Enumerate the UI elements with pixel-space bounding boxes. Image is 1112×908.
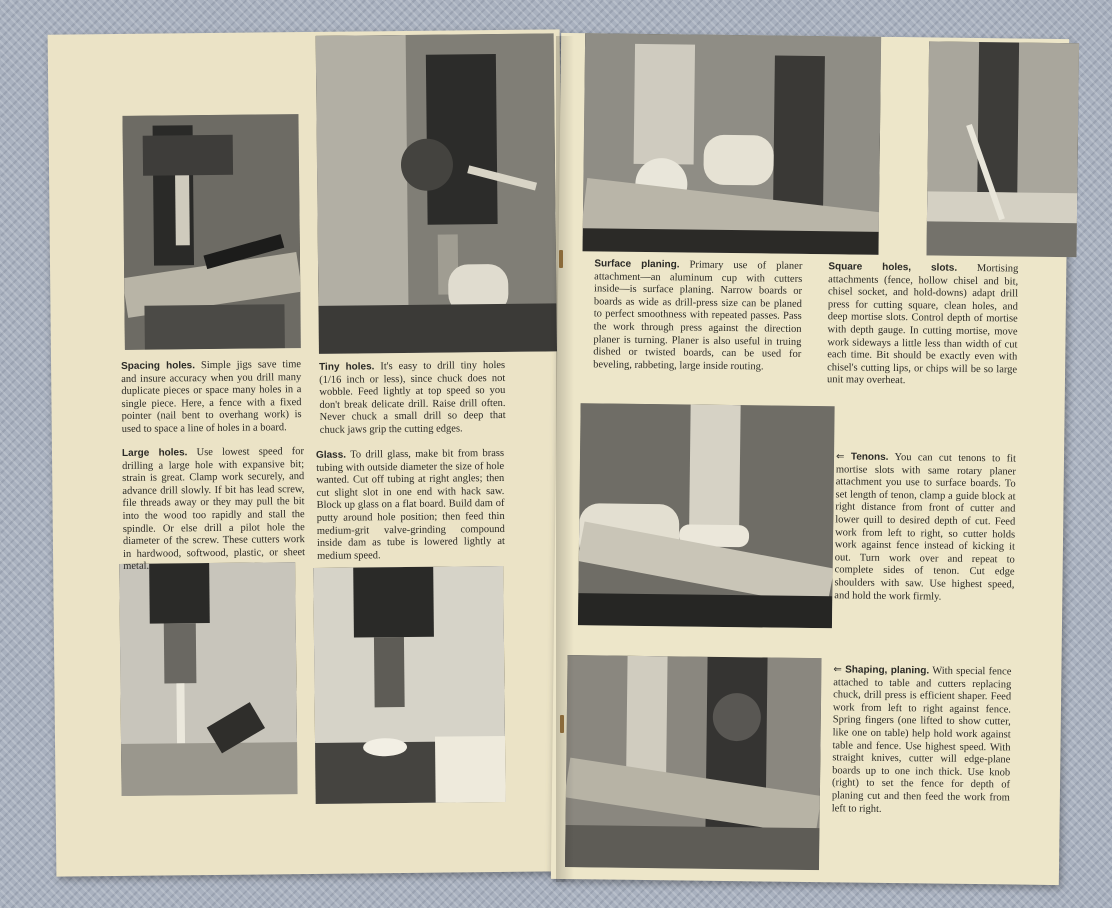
- shaping-photo: [565, 655, 822, 870]
- tenons-caption: [834, 451, 1016, 604]
- square-holes-text: Mortising attachments (fence, hollow chisel and bit, chisel socket, and hold-downs) adapt drill press for cutting square, clean holes, and deep mortise slots. Control depth of mortise with depth gauge. In cutting mortise, move work sideways a little less than width of cut each time. Bit should be exactly even with chisel's cutting lips, or chips will be so large unit may overheat.: [826, 263, 1019, 387]
- tenons-heading: Tenons.: [850, 451, 889, 463]
- spacing-holes-text: Simple jigs save time and insure accuracy when you drill many duplicate pieces or space many holes in a single piece. Here, a fence with a fixed pointer (nail bent to overhang work) is used to space a line of holes in a board.: [121, 359, 302, 435]
- left-arrow-icon: ⇐: [835, 451, 845, 463]
- glass-text: To drill glass, make bit from brass tubing with outside diameter the size of hole wanted. Cut off tubing at right angles; then cut slight slot in one end with hack saw. Block up glass on a flat board. Build dam of putty around hole position; then feed thin medium-grit valve-grinding compound inside dam as tube is lowered lightly at medium speed.: [316, 447, 505, 562]
- surface-planing-text: Primary use of planer attachment—an aluminum cup with cutters inside—is surface planing. Narrow boards or boards as wide as drill-press size can be planed to perfect smoothness with repeated passes. Pass the work through press against the direction planer is turning. Planer is also useful in truing dished or twisted boards, can be used for beveling, rabbeting, large inside routing.: [593, 259, 803, 373]
- book-spine-shadow: [556, 36, 574, 882]
- glass-caption: [316, 448, 505, 563]
- shaping-heading: Shaping, planing.: [845, 664, 930, 677]
- large-holes-photo: [119, 562, 297, 796]
- surface-planing-photo: [583, 33, 882, 255]
- square-holes-heading: Square holes, slots.: [828, 261, 958, 274]
- spacing-holes-heading: Spacing holes.: [121, 360, 196, 372]
- surface-planing-heading: Surface planing.: [594, 258, 680, 271]
- large-holes-caption: [122, 446, 305, 574]
- spacing-holes-caption: [121, 359, 302, 436]
- right-page: [551, 33, 1069, 885]
- surface-planing-caption: [593, 258, 802, 374]
- left-page: [48, 29, 569, 876]
- left-arrow-icon: ⇐: [833, 664, 842, 676]
- staple-top: [559, 250, 563, 268]
- large-holes-heading: Large holes.: [121, 447, 188, 459]
- tenons-photo: [578, 403, 835, 628]
- square-holes-photo: [926, 41, 1079, 257]
- shaping-caption: [832, 664, 1012, 817]
- spacing-holes-photo: [122, 114, 300, 350]
- glass-heading: Glass.: [315, 449, 347, 461]
- tiny-holes-photo: [316, 33, 557, 353]
- square-holes-caption: [827, 261, 1019, 389]
- shaping-text: With special fence attached to table and cutters replacing chuck, drill press is efficient shaper. Feed work from left to right against fence. Spring fingers (one lifted to show cutter, like one on table) help hold work against table and fence. Use highest speed. With straight knives, cutter will edge-plane boards up to one inch thick. Use knob (right) to set the fence for depth of planing cut and then feed the work from left to right.: [831, 665, 1012, 815]
- tenons-text: You can cut tenons to fit mortise slots with same rotary planer attachment you use to surface boards. To set length of tenon, clamp a guide block at right distance from front of cutter and lower quill to desired depth of cut. Feed work from left to right, so cutter holds work against fence instead of kicking it out. Turn work over and repeat to complete sides of tenon. Cut edge shoulders with saw. Use highest speed, and hold the work firmly.: [834, 452, 1017, 603]
- large-holes-text: Use lowest speed for drilling a large hole with expansive bit; strain is great. Clamp work securely, and advance drill slowly. If bit has lead screw, file threads away or they may pull the bit into the wood too rapidly and stall the spindle. Or else drill a pilot hole the diameter of the screw. These cutters work in hardwood, softwood, plastic, or sheet metal.: [122, 446, 306, 573]
- staple-bottom: [560, 715, 564, 733]
- tiny-holes-caption: [319, 360, 506, 438]
- tiny-holes-text: It's easy to drill tiny holes (1/16 inch or less), since chuck does not wobble. Feed lightly at top speed so you don't break delicate drill. Raise drill often. Never chuck a small drill so deep that chuck jaws grip the cutting edges.: [319, 359, 506, 436]
- tiny-holes-heading: Tiny holes.: [319, 361, 375, 373]
- glass-drilling-photo: [313, 566, 505, 804]
